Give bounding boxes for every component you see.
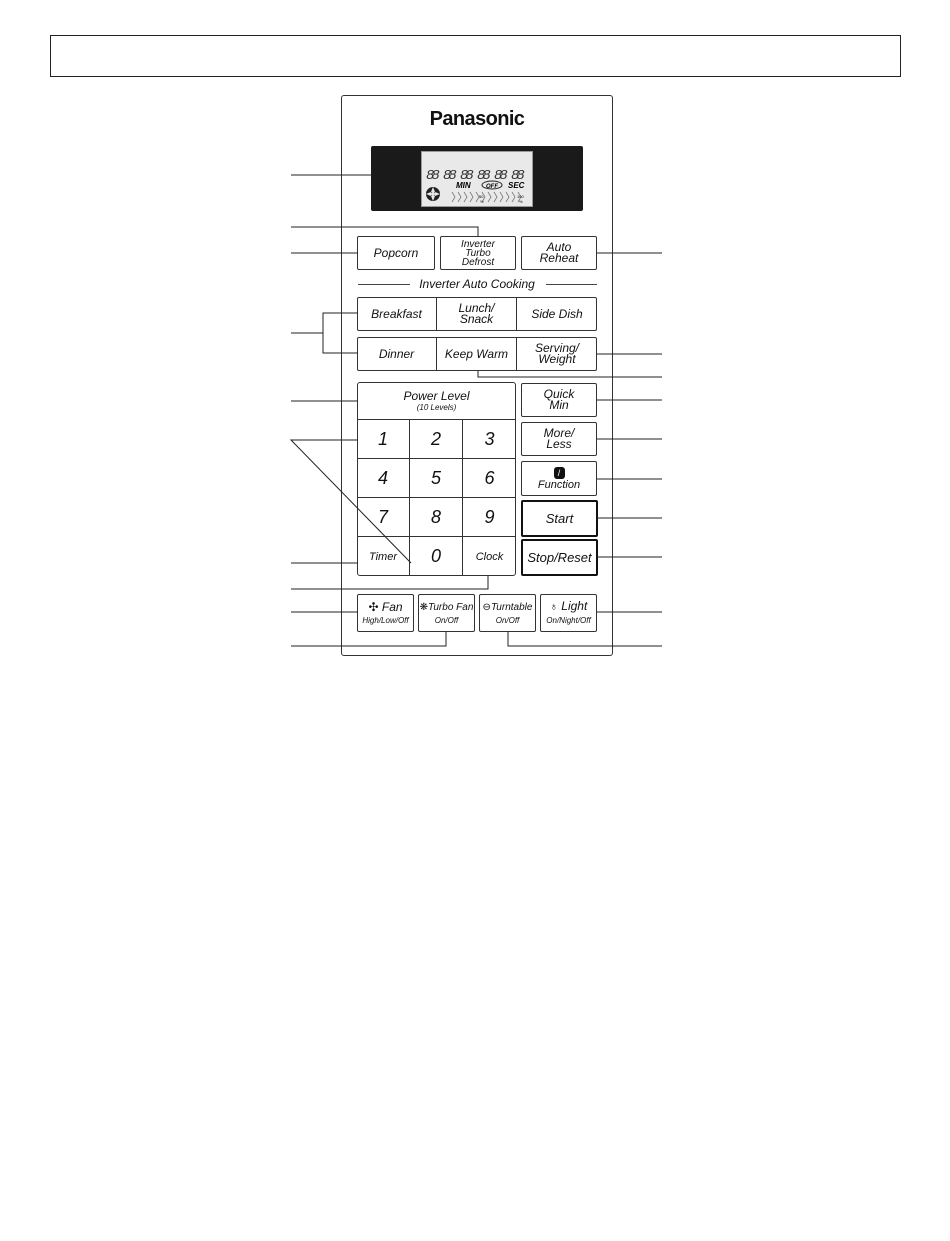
side-dish-button[interactable]: Side Dish: [531, 307, 583, 321]
start-button[interactable]: Start: [521, 500, 598, 537]
fan-button[interactable]: ✣ Fan High/Low/Off: [357, 594, 414, 632]
turntable-button[interactable]: ⊖Turntable On/Off: [479, 594, 536, 632]
callout-number-keys: [291, 440, 411, 563]
key-8[interactable]: 8: [410, 498, 463, 537]
defrost-label-line1: Inverter: [461, 238, 495, 250]
segment-digit: 88: [443, 168, 454, 184]
segment-digit: 88: [494, 168, 505, 184]
callout-defrost: [291, 227, 478, 237]
callout-turbo-fan: [291, 632, 446, 646]
key-5[interactable]: 5: [410, 459, 463, 498]
key-6[interactable]: 6: [463, 459, 516, 498]
popcorn-label: Popcorn: [373, 245, 419, 260]
light-bulb-icon: ♁: [549, 601, 558, 613]
turbo-fan-button[interactable]: ❋Turbo Fan On/Off: [418, 594, 475, 632]
segment-digit: 88: [477, 168, 488, 184]
turntable-icon: ⊖: [482, 601, 491, 613]
timer-button[interactable]: Timer: [357, 537, 410, 576]
auto-reheat-line2: Reheat: [539, 251, 579, 265]
pct-low-symbol: %: [480, 199, 484, 204]
key-3[interactable]: 3: [463, 420, 516, 459]
lunch-snack-button[interactable]: Lunch/ Snack: [437, 297, 517, 331]
key-7[interactable]: 7: [357, 498, 410, 537]
callout-clock: [291, 576, 488, 589]
key-4[interactable]: 4: [357, 459, 410, 498]
stop-reset-button[interactable]: Stop/Reset: [521, 539, 598, 576]
dinner-button[interactable]: Dinner: [357, 337, 437, 371]
callout-turntable: [508, 632, 662, 646]
segment-digit: 88: [511, 168, 522, 184]
light-button[interactable]: ♁ Light On/Night/Off: [540, 594, 597, 632]
key-2[interactable]: 2: [410, 420, 463, 459]
pct-low: 50: [479, 194, 484, 199]
sec-label: SEC: [508, 181, 525, 190]
serving-weight-button[interactable]: Serving/ Weight: [534, 341, 580, 366]
breakfast-button[interactable]: Breakfast: [357, 297, 437, 331]
defrost-label-line3: Defrost: [461, 256, 495, 268]
section-title: Inverter Auto Cooking: [357, 277, 597, 291]
auto-reheat-line1: Auto: [546, 240, 572, 254]
pct-high-symbol: %: [519, 199, 523, 204]
key-9[interactable]: 9: [463, 498, 516, 537]
segment-digit: 88: [460, 168, 471, 184]
callout-keep-warm: [478, 371, 662, 377]
fan-icon: ✣: [368, 599, 379, 614]
more-less-button[interactable]: More/ Less: [521, 422, 597, 456]
power-level-label: Power Level: [403, 389, 470, 403]
callout-auto-cooking-bracket: [323, 313, 358, 353]
defrost-label-line2: Turbo: [465, 247, 491, 259]
min-label: MIN: [456, 181, 471, 190]
pct-high: 100: [517, 194, 524, 199]
quick-min-button[interactable]: Quick Min: [521, 383, 597, 417]
clock-button[interactable]: Clock: [475, 550, 504, 563]
keep-warm-button[interactable]: Keep Warm: [437, 337, 517, 371]
key-0[interactable]: 0: [410, 537, 463, 576]
segment-digit: 88: [426, 168, 437, 184]
function-icon: /: [554, 467, 565, 479]
power-level-sublabel: (10 Levels): [416, 403, 457, 412]
brand-logo: Panasonic: [429, 108, 525, 130]
off-label: OFF: [486, 184, 498, 190]
turbo-fan-icon: ❋: [419, 601, 428, 613]
key-1[interactable]: 1: [357, 420, 410, 459]
function-button[interactable]: / Function: [521, 461, 597, 496]
